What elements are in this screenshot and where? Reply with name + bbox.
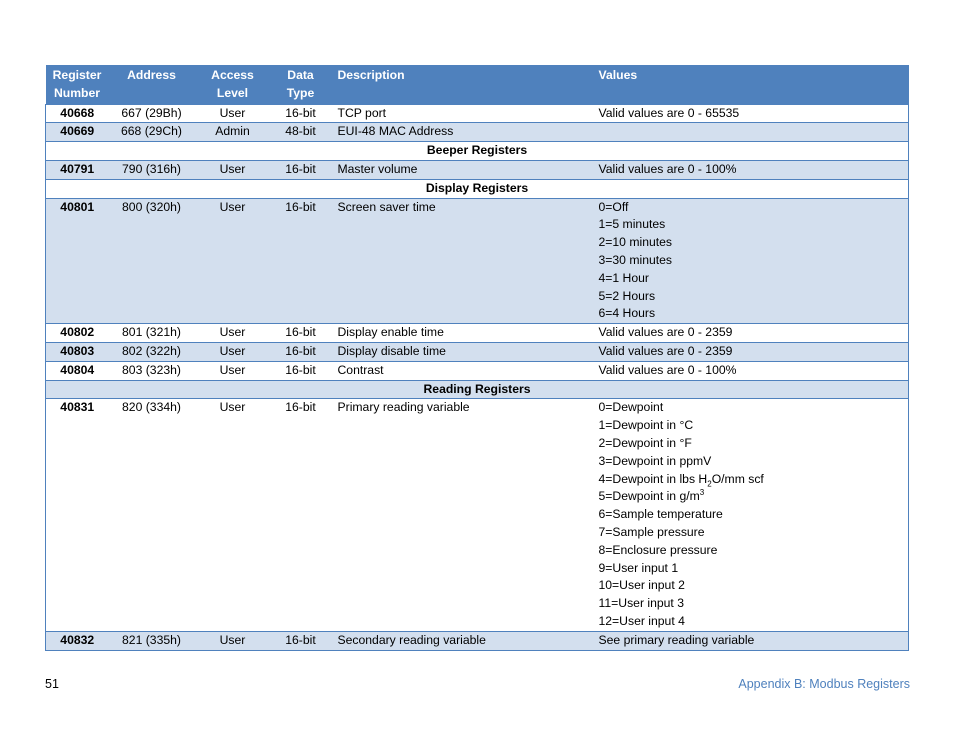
table-row (46, 123, 909, 142)
value-option: 6=4 Hours (598, 306, 656, 321)
register-address: 800 (320h) (109, 198, 195, 324)
header-values: Values (592, 66, 909, 105)
header-access-level: Access Level (195, 66, 271, 105)
register-description: Contrast (331, 361, 592, 380)
table-row (46, 342, 909, 361)
access-level: User (195, 361, 271, 380)
value-option: 6=Sample temperature (598, 507, 723, 522)
table-row (46, 104, 909, 123)
section-row-display (46, 179, 909, 198)
footer-section-title: Appendix B: Modbus Registers (738, 677, 910, 691)
data-type: 16-bit (271, 160, 331, 179)
register-address: 667 (29Bh) (109, 104, 195, 123)
register-number: 40791 (46, 160, 109, 179)
value-option: 5=Dewpoint in $g/m^3$ (598, 488, 705, 504)
value-option: 8=Enclosure pressure (598, 542, 718, 557)
section-row-beeper (46, 142, 909, 161)
value-option: 0=Dewpoint (598, 400, 664, 415)
value-option: 4=1 Hour (598, 270, 649, 285)
value-option: 3=30 minutes (598, 252, 673, 267)
value-option: 3=Dewpoint in ppmV (598, 453, 712, 468)
register-number: 40804 (46, 361, 109, 380)
section-title: Display Registers (46, 179, 909, 198)
register-address: 821 (335h) (109, 631, 195, 650)
register-address: 790 (316h) (109, 160, 195, 179)
register-number: 40668 (46, 104, 109, 123)
access-level: User (195, 342, 271, 361)
value-option: 11=User input 3 (598, 596, 684, 611)
data-type: 16-bit (271, 324, 331, 343)
table-row (46, 361, 909, 380)
value-option: 1=Dewpoint in °C (598, 418, 694, 433)
table-row (46, 399, 909, 631)
data-type: 16-bit (271, 342, 331, 361)
register-values: Valid values are 0 - 100% (592, 160, 909, 179)
register-description: Master volume (331, 160, 592, 179)
section-title: Reading Registers (46, 380, 909, 399)
register-address: 802 (322h) (109, 342, 195, 361)
value-option: 0=Off (598, 199, 629, 214)
data-type: 16-bit (271, 104, 331, 123)
register-number: 40669 (46, 123, 109, 142)
access-level: User (195, 160, 271, 179)
access-level: Admin (195, 123, 271, 142)
table-row (46, 324, 909, 343)
header-data-type: Data Type (271, 66, 331, 105)
register-address: 668 (29Ch) (109, 123, 195, 142)
value-option: 2=Dewpoint in °F (598, 435, 692, 450)
register-description: TCP port (331, 104, 592, 123)
register-values: Valid values are 0 - 100% (592, 361, 909, 380)
data-type: 16-bit (271, 198, 331, 324)
value-option: 5=2 Hours (598, 288, 656, 303)
data-type: 16-bit (271, 399, 331, 631)
register-address: 820 (334h) (109, 399, 195, 631)
value-option: 10=User input 2 (598, 578, 685, 593)
register-values (592, 198, 909, 324)
register-address: 801 (321h) (109, 324, 195, 343)
register-values: Valid values are 0 - 2359 (592, 342, 909, 361)
value-option: 1=5 minutes (598, 217, 666, 232)
access-level: User (195, 324, 271, 343)
register-description: Display disable time (331, 342, 592, 361)
value-option: 9=User input 1 (598, 560, 679, 575)
table-row (46, 631, 909, 650)
register-values (592, 123, 909, 142)
register-description: Primary reading variable (331, 399, 592, 631)
data-type: 48-bit (271, 123, 331, 142)
register-number: 40832 (46, 631, 109, 650)
register-address: 803 (323h) (109, 361, 195, 380)
access-level: User (195, 631, 271, 650)
value-option: 2=10 minutes (598, 235, 673, 250)
data-type: 16-bit (271, 631, 331, 650)
table-row (46, 160, 909, 179)
register-number: 40803 (46, 342, 109, 361)
value-option: 12=User input 4 (598, 613, 685, 628)
register-number: 40801 (46, 198, 109, 324)
section-title: Beeper Registers (46, 142, 909, 161)
data-type: 16-bit (271, 361, 331, 380)
register-description: Secondary reading variable (331, 631, 592, 650)
register-values: See primary reading variable (592, 631, 909, 650)
value-option: 4=Dewpoint in lbs $H_2O/mm$ scf (598, 471, 764, 488)
register-description: Display enable time (331, 324, 592, 343)
section-row-reading (46, 380, 909, 399)
value-option: 7=Sample pressure (598, 524, 705, 539)
header-address: Address (109, 66, 195, 105)
header-register-number: Register Number (46, 66, 109, 105)
register-values (592, 399, 909, 631)
access-level: User (195, 198, 271, 324)
register-description: Screen saver time (331, 198, 592, 324)
register-description: EUI-48 MAC Address (331, 123, 592, 142)
header-description: Description (331, 66, 592, 105)
register-number: 40831 (46, 399, 109, 631)
page-number: 51 (45, 677, 59, 691)
register-values: Valid values are 0 - 2359 (592, 324, 909, 343)
register-number: 40802 (46, 324, 109, 343)
access-level: User (195, 399, 271, 631)
table-row (46, 198, 909, 324)
modbus-register-table (45, 65, 909, 651)
register-values: Valid values are 0 - 65535 (592, 104, 909, 123)
access-level: User (195, 104, 271, 123)
table-header-row (46, 66, 909, 105)
